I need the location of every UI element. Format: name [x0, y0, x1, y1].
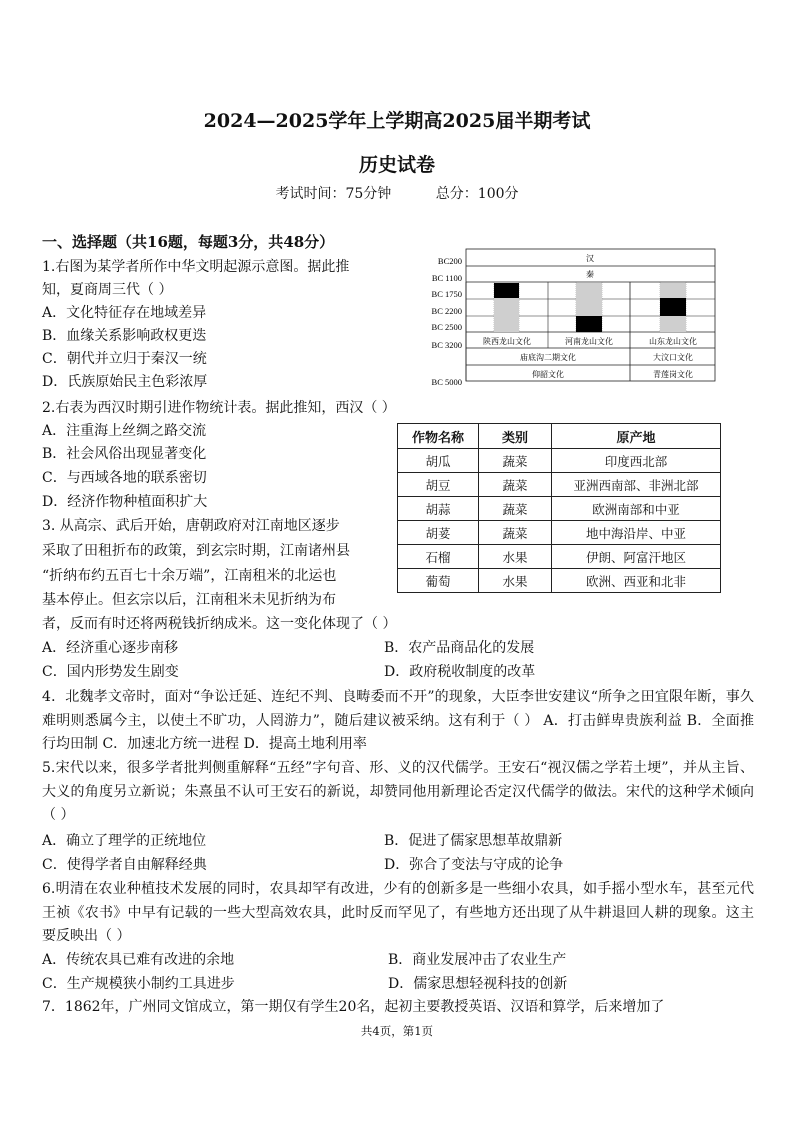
question-4: 4．北魏孝文帝时，面对“争讼迁延、连纪不判、良畴委而不开”的现象，大臣李世安建议“所争之田宜限年断，事久难明则悉属今主，以使土不旷功，人罔游力”，随后建议被采纳。这有利于（ ） A．打击鲜卑贵族利益 B．全面推行均田制 C．加速北方统一进程 D．提高土地利用率	[42, 689, 754, 752]
table-row	[398, 545, 721, 569]
table-cell: 欧洲、西亚和北非	[552, 569, 721, 593]
q1-stem-line1: 1.右图为某学者所作中华文明起源示意图。据此推	[42, 259, 350, 275]
table-cell: 水果	[479, 545, 552, 569]
q5-option-d: D．弥合了变法与守成的论争	[384, 857, 564, 873]
q2-option-b: B．社会风俗出现显著变化	[42, 446, 207, 462]
table-cell: 石榴	[398, 545, 479, 569]
culture-label: 庙底沟二期文化	[520, 353, 576, 362]
table-header-row	[398, 424, 721, 449]
table-cell: 胡蒜	[398, 497, 479, 521]
year-label: BC 2200	[431, 306, 462, 316]
bar-shandong-dark	[660, 298, 686, 316]
table-cell: 亚洲西南部、非洲北部	[552, 473, 721, 497]
q5-stem: 5.宋代以来，很多学者批判侧重解释“五经”字句音、形、义的汉代儒学。王安石“视汉儒之学若土埂”，并从主旨、大义的角度另立新说；朱熹虽不认可王安石的新说，却赞同他用新理论否定汉代儒学的做法。宋代的这种学术倾向（ ）	[42, 760, 754, 823]
year-label: BC 3200	[431, 340, 462, 350]
q5-option-c: C．使得学者自由解释经典	[42, 857, 207, 873]
table-cell: 胡瓜	[398, 449, 479, 473]
q1-stem-line2: 知，夏商周三代（ ）	[42, 282, 173, 298]
table-cell: 蔬菜	[479, 449, 552, 473]
table-cell: 印度西北部	[552, 449, 721, 473]
q6-option-d: D．儒家思想轻视科技的创新	[388, 976, 568, 992]
q2-stem: 2.右表为西汉时期引进作物统计表。据此推知，西汉（ ）	[42, 400, 396, 416]
culture-label: 山东龙山文化	[649, 337, 697, 346]
q6-option-a: A．传统农具已难有改进的余地	[42, 952, 235, 968]
q3-option-b: B．农产品商品化的发展	[384, 640, 535, 656]
q3-option-d: D．政府税收制度的改革	[384, 664, 536, 680]
q3-line: “折纳布约五百七十余万端”，江南租米的北运也	[42, 568, 337, 584]
q5-option-b: B．促进了儒家思想革故鼎新	[384, 833, 563, 849]
table-cell: 胡豆	[398, 473, 479, 497]
q3-line: 基本停止。但玄宗以后，江南租米未见折纳为布	[42, 592, 336, 608]
q6-option-b: B．商业发展冲击了农业生产	[388, 952, 567, 968]
q2-option-d: D．经济作物种植面积扩大	[42, 494, 208, 510]
q3-option-a: A．经济重心逐步南移	[42, 640, 179, 656]
table-cell: 蔬菜	[479, 473, 552, 497]
culture-label: 仰韶文化	[532, 370, 564, 379]
culture-label: 陕西龙山文化	[483, 337, 531, 346]
table-row	[398, 473, 721, 497]
table-header: 类别	[479, 424, 552, 449]
year-label: BC 2500	[431, 322, 462, 332]
culture-label: 河南龙山文化	[565, 337, 613, 346]
table-cell: 葡萄	[398, 569, 479, 593]
bar-henan-dark	[576, 316, 602, 332]
civilization-origin-figure	[418, 248, 718, 386]
table-cell: 蔬菜	[479, 497, 552, 521]
q3-line: 3. 从高宗、武后开始，唐朝政府对江南地区逐步	[42, 518, 340, 534]
year-label: BC 1750	[431, 289, 462, 299]
culture-label: 大汶口文化	[653, 353, 693, 362]
q6-option-c: C．生产规模狭小制约工具进步	[42, 976, 235, 992]
table-cell: 胡荽	[398, 521, 479, 545]
culture-label: 青莲岗文化	[653, 370, 693, 379]
table-row	[398, 569, 721, 593]
q2-option-a: A．注重海上丝绸之路交流	[42, 423, 207, 439]
table-row	[398, 521, 721, 545]
exam-title: 2024—2025学年上学期高2025届半期考试	[203, 110, 591, 132]
section-heading: 一、选择题（共16题，每题3分，共48分）	[42, 233, 335, 251]
bar-henan-light	[576, 283, 602, 316]
table-row	[398, 497, 721, 521]
year-label: BC 1100	[431, 273, 462, 283]
subject-title: 历史试卷	[358, 154, 435, 176]
table-cell: 伊朗、阿富汗地区	[552, 545, 721, 569]
table-row	[398, 449, 721, 473]
q6-stem: 6.明清在农业种植技术发展的同时，农具却罕有改进，少有的创新多是一些细小农具，如手摇小型水车，甚至元代王祯《农书》中早有记载的一些大型高效农具，此时反而罕见了，有些地方还出现了从牛耕退回人耕的现象。这主要反映出（ ）	[42, 881, 754, 944]
bar-shaanxi-light	[494, 298, 519, 332]
table-cell: 蔬菜	[479, 521, 552, 545]
q3-line: 采取了田租折布的政策，到玄宗时期，江南诸州县	[42, 543, 350, 559]
q3-line: 者，反而有时还将两税钱折纳成米。这一变化体现了（ ）	[42, 616, 397, 632]
page-footer: 共4页，第1页	[360, 1024, 434, 1038]
q1-option-b: B．血缘关系影响政权更迭	[42, 328, 207, 344]
bar-shaanxi-dark	[494, 283, 519, 298]
q5-option-a: A．确立了理学的正统地位	[42, 833, 207, 849]
q2-option-c: C．与西域各地的联系密切	[42, 470, 207, 486]
figure-graphic	[418, 248, 718, 386]
question-7: 7．1862年，广州同文馆成立，第一期仅有学生20名，起初主要教授英语、汉语和算学，后来增加了	[42, 999, 665, 1015]
table-cell: 地中海沿岸、中亚	[552, 521, 721, 545]
bar-shandong-light-top	[660, 283, 686, 298]
qin-label: 秦	[586, 270, 594, 279]
table-cell: 水果	[479, 569, 552, 593]
q1-option-c: C．朝代并立归于秦汉一统	[42, 351, 207, 367]
crop-table	[397, 423, 721, 593]
bar-shandong-light-bottom	[660, 316, 686, 332]
year-label: BC200	[437, 256, 462, 266]
exam-info: 考试时间：75分钟 总分：100分	[275, 186, 519, 202]
han-label: 汉	[586, 254, 594, 263]
year-label: BC 5000	[431, 377, 462, 386]
q1-option-a: A．文化特征存在地域差异	[42, 305, 207, 321]
q3-option-c: C．国内形势发生剧变	[42, 664, 179, 680]
q1-option-d: D．氏族原始民主色彩浓厚	[42, 374, 208, 390]
table-header: 作物名称	[398, 424, 479, 449]
table-cell: 欧洲南部和中亚	[552, 497, 721, 521]
table-header: 原产地	[552, 424, 721, 449]
